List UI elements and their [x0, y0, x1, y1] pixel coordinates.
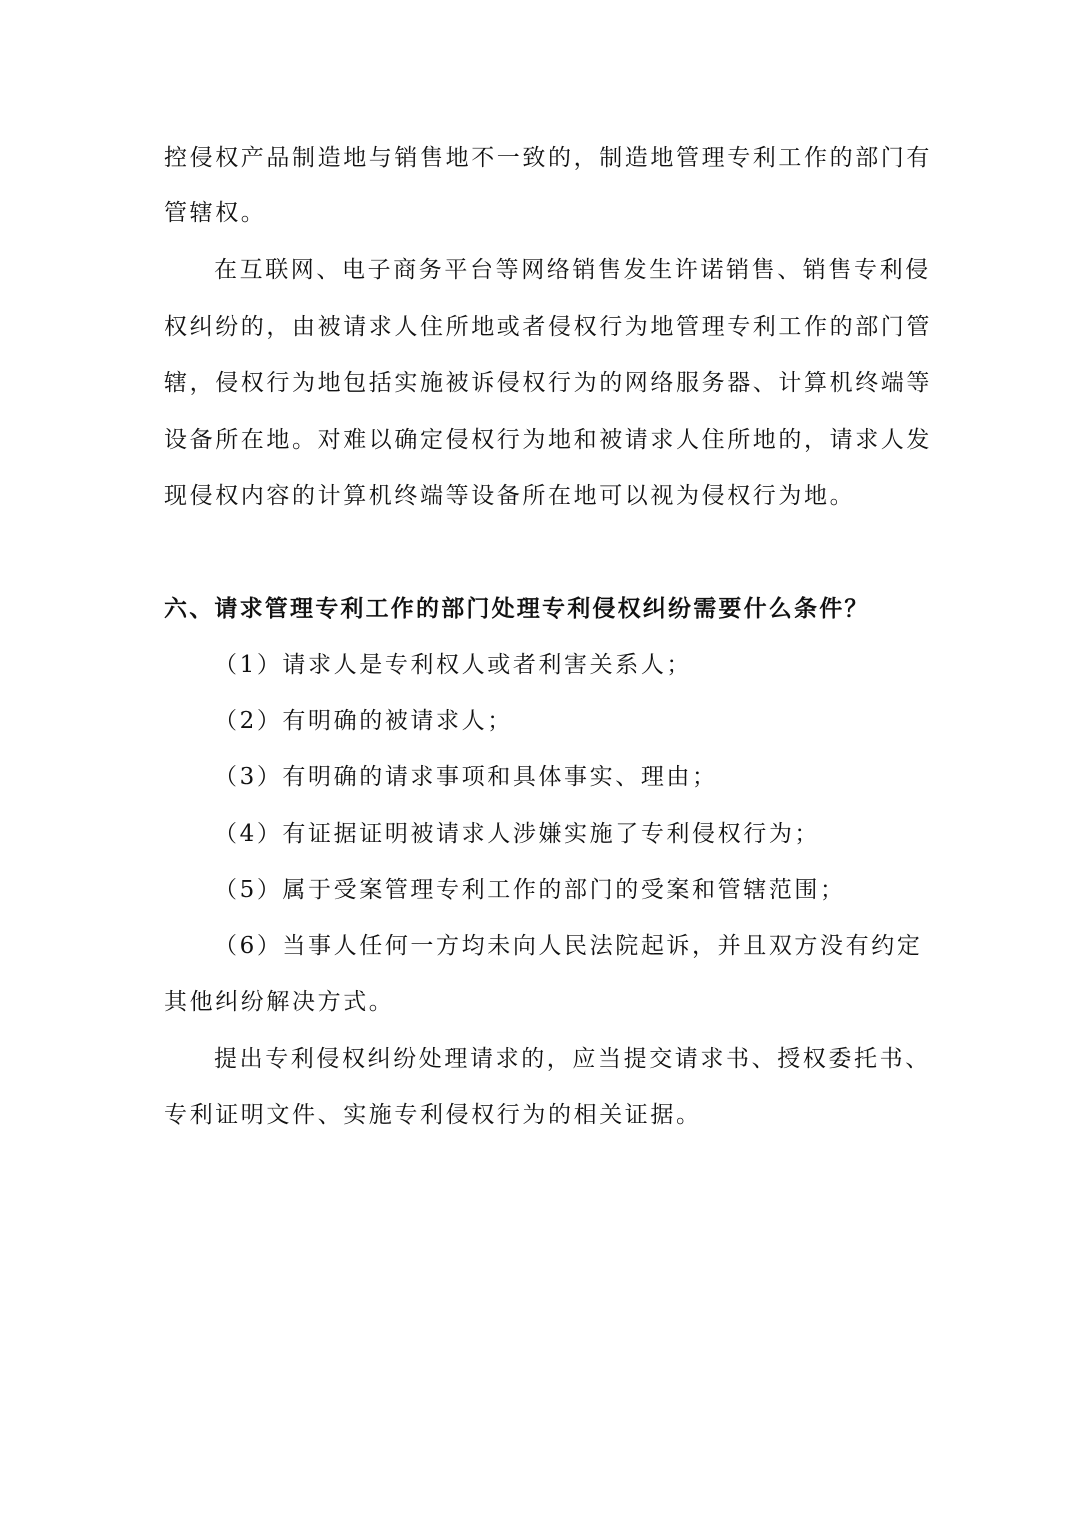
paragraph-line: 专利证明文件、实施专利侵权行为的相关证据。 [164, 1102, 702, 1128]
condition-item: （2）有明确的被请求人； [214, 708, 513, 734]
condition-item: （1）请求人是专利权人或者利害关系人； [214, 652, 693, 678]
condition-item: （3）有明确的请求事项和具体事实、理由； [214, 764, 718, 790]
paragraph-line: 在互联网、电子商务平台等网络销售发生许诺销售、销售专利侵 [214, 257, 931, 283]
paragraph-line: 权纠纷的，由被请求人住所地或者侵权行为地管理专利工作的部门管 [164, 314, 932, 340]
condition-item: （4）有证据证明被请求人涉嫌实施了专利侵权行为； [214, 821, 821, 847]
paragraph-line: 辖，侵权行为地包括实施被诉侵权行为的网络服务器、计算机终端等 [164, 370, 932, 396]
paragraph-line: 提出专利侵权纠纷处理请求的，应当提交请求书、授权委托书、 [214, 1046, 931, 1072]
paragraph-line: 设备所在地。对难以确定侵权行为地和被请求人住所地的，请求人发 [164, 427, 932, 453]
condition-item: （5）属于受案管理专利工作的部门的受案和管辖范围； [214, 877, 846, 903]
condition-item-continuation: 其他纠纷解决方式。 [164, 989, 395, 1015]
section-heading: 六、请求管理专利工作的部门处理专利侵权纠纷需要什么条件？ [164, 596, 870, 622]
paragraph-line: 现侵权内容的计算机终端等设备所在地可以视为侵权行为地。 [164, 483, 856, 509]
paragraph-line: 控侵权产品制造地与销售地不一致的，制造地管理专利工作的部门有 [164, 145, 932, 171]
condition-item: （6）当事人任何一方均未向人民法院起诉，并且双方没有约定 [214, 933, 923, 959]
paragraph-line: 管辖权。 [164, 200, 267, 226]
